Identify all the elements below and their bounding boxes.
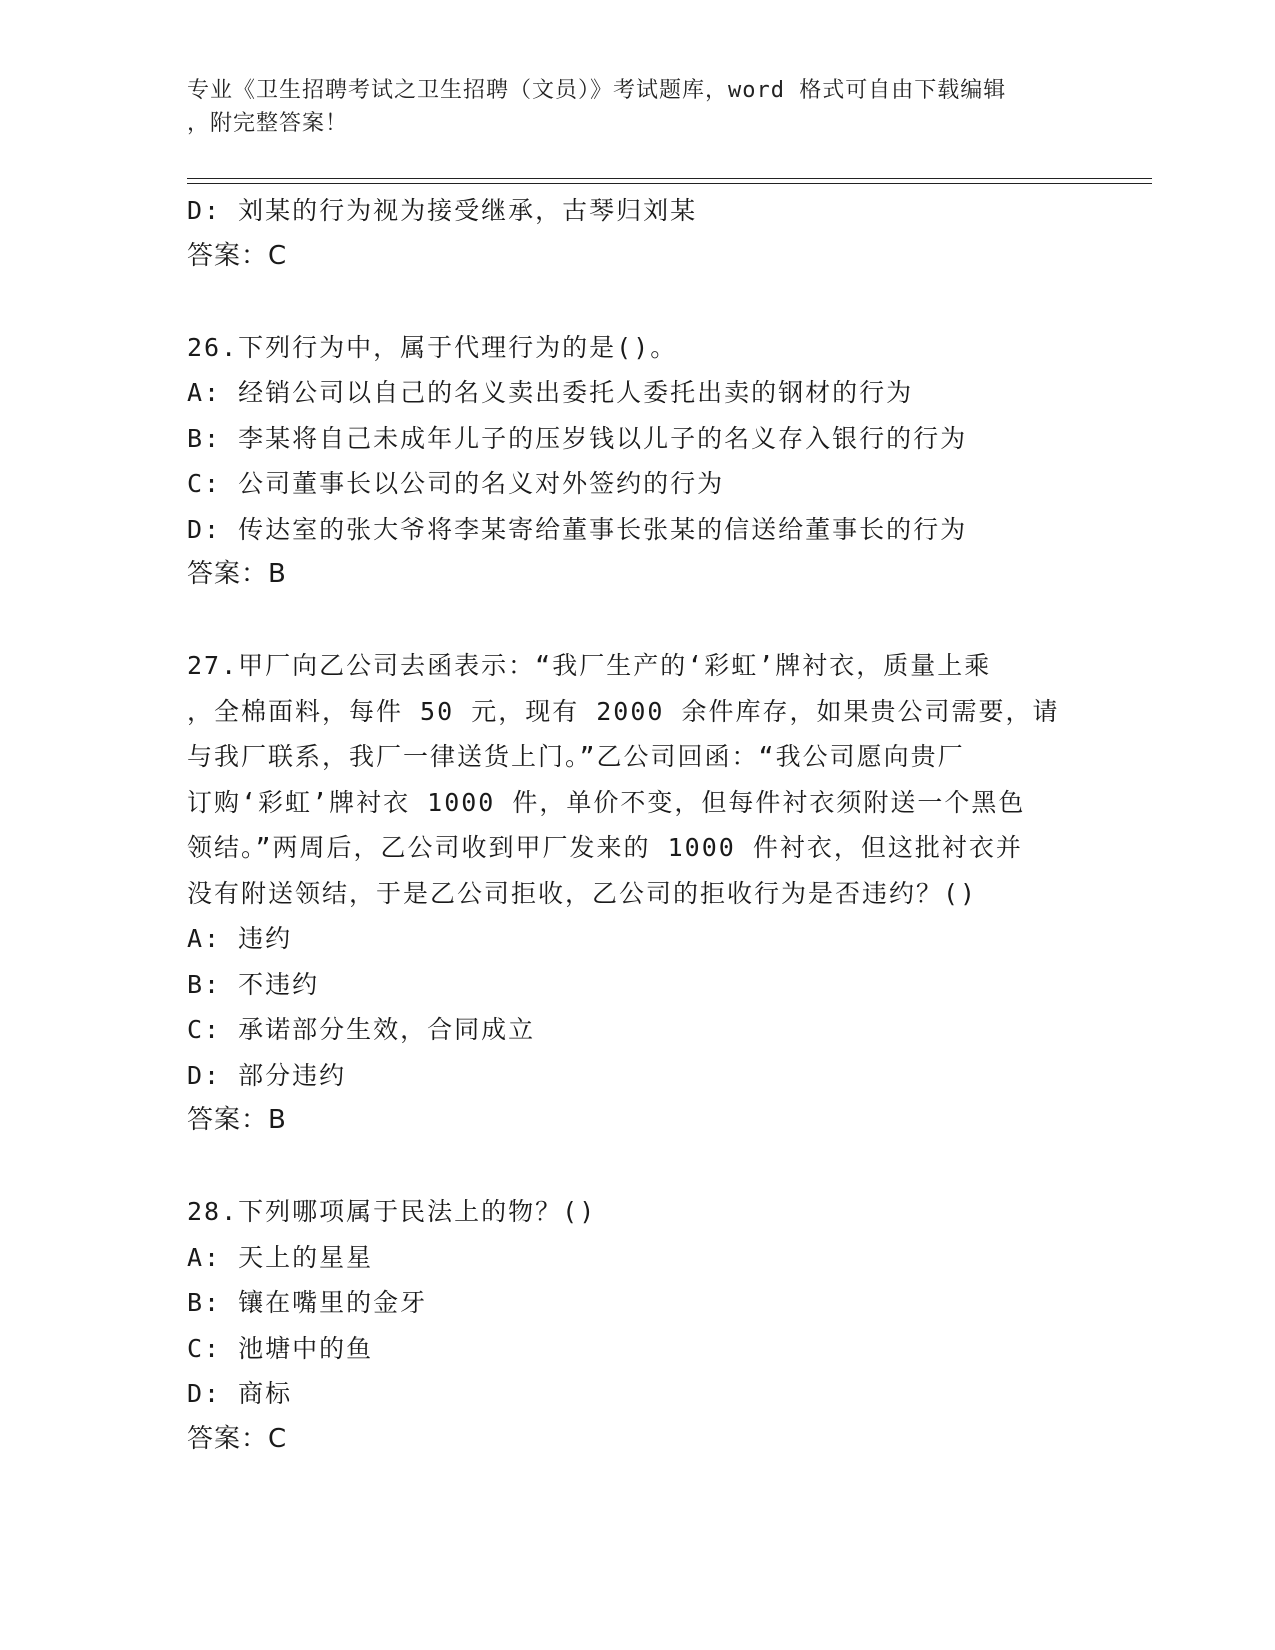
spacer [187,598,1087,644]
option-b: B: 李某将自己未成年儿子的压岁钱以儿子的名义存入银行的行为 [187,423,968,453]
option-d: D: 传达室的张大爷将李某寄给董事长张某的信送给董事长的行为 [187,514,968,544]
spacer [187,1144,1087,1190]
option-a: A: 经销公司以自己的名义卖出委托人委托出卖的钢材的行为 [187,378,914,407]
answer-line: 答案：C [187,240,288,271]
option-d: D: 刘某的行为视为接受继承，古琴归刘某 [187,196,698,225]
document-header [187,74,1087,140]
option-c: C: 池塘中的鱼 [187,1333,374,1363]
option-a: A: 违约 [187,924,293,953]
answer-line: 答案：B [187,559,287,589]
answer-line: 答案：B [187,1105,287,1135]
option-b: B: 不违约 [187,969,320,999]
question-stem-line-2: ，全棉面料，每件 50 元，现有 2000 余件库存，如果贵公司需要，请 [187,696,1060,726]
question-stem-line-4: 订购‘彩虹’牌衬衣 1000 件，单价不变，但每件衬衣须附送一个黑色 [187,787,1026,817]
option-c: C: 公司董事长以公司的名义对外签约的行为 [187,469,725,498]
spacer [187,279,1087,325]
header-divider-bottom [187,183,1152,184]
question-stem-line-1: 27.甲厂向乙公司去函表示：“我厂生产的‘彩虹’牌衬衣，质量上乘 [187,651,992,680]
answer-line: 答案：C [187,1423,288,1454]
header-divider-top [187,178,1152,179]
question-26 [187,325,1087,598]
document-body [187,188,1087,1462]
question-stem: 26.下列行为中，属于代理行为的是()。 [187,332,678,362]
previous-question-tail [187,188,1087,279]
option-a: A: 天上的星星 [187,1242,374,1272]
question-stem: 28.下列哪项属于民法上的物？() [187,1197,597,1226]
question-27 [187,643,1087,1144]
question-stem-line-5: 领结。”两周后，乙公司收到甲厂发来的 1000 件衬衣，但这批衬衣并 [187,833,1023,862]
option-d: D: 商标 [187,1379,293,1408]
question-stem-line-3: 与我厂联系，我厂一律送货上门。”乙公司回函：“我公司愿向贵厂 [187,742,965,771]
option-d: D: 部分违约 [187,1060,347,1090]
question-stem-line-6: 没有附送领结，于是乙公司拒收，乙公司的拒收行为是否违约？() [187,878,978,908]
question-28 [187,1189,1087,1462]
option-c: C: 承诺部分生效，合同成立 [187,1015,536,1044]
header-line-2: ，附完整答案！ [187,111,349,136]
option-b: B: 镶在嘴里的金牙 [187,1288,428,1317]
header-line-1: 专业《卫生招聘考试之卫生招聘（文员）》考试题库，word 格式可自由下载编辑 [187,78,1007,103]
